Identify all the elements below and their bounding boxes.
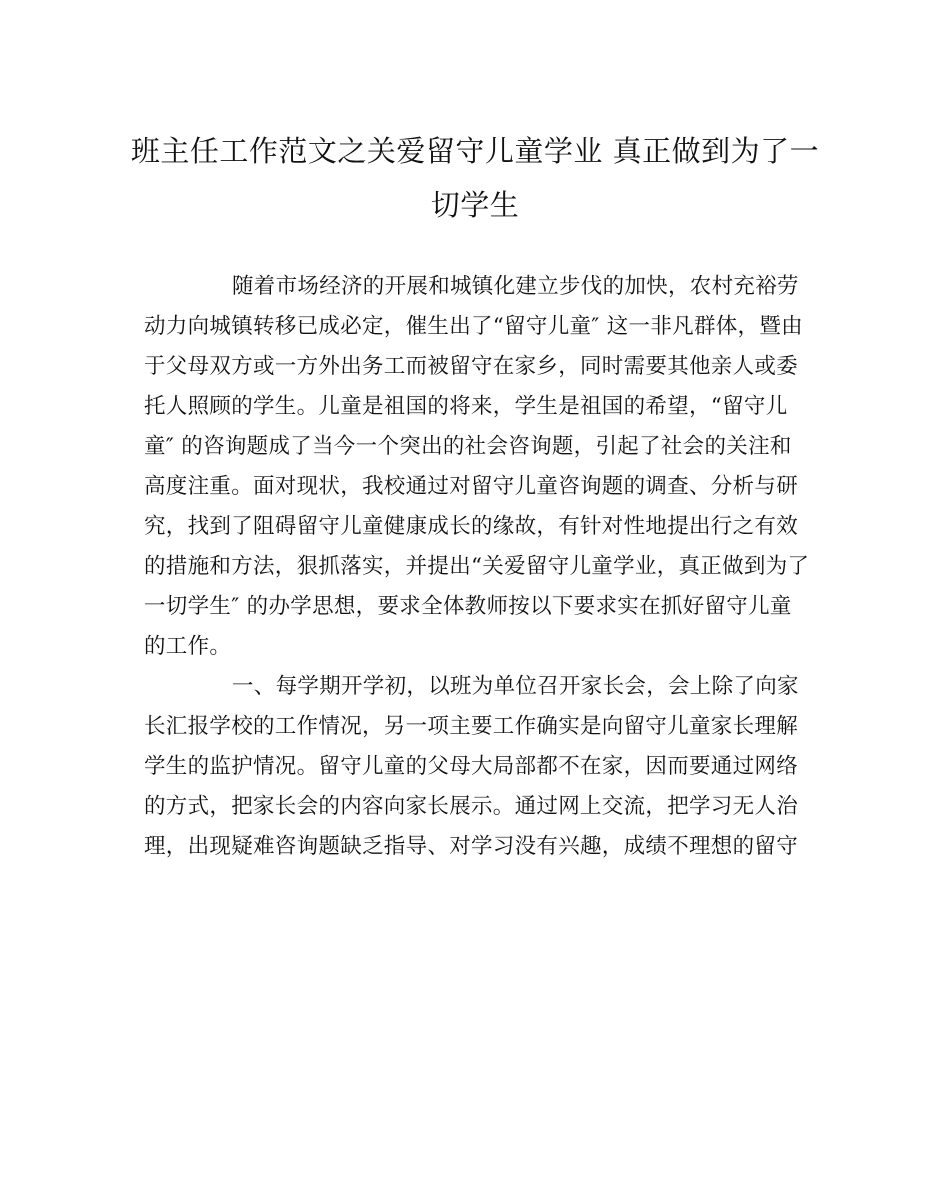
text-line: 究，找到了阻碍留守儿童健康成长的缘故，有针对性地提出行之有效 — [144, 514, 799, 539]
text-line: 动力向城镇转移已成必定，催生出了“留守儿童″ 这一非凡群体，暨由 — [144, 314, 803, 339]
text-line: 的方式，把家长会的内容向家长展示。通过网上交流，把学习无人治 — [144, 794, 799, 819]
text-line: 一切学生″ 的办学思想，要求全体教师按以下要求实在抓好留守儿童 — [144, 594, 792, 619]
text-line: 随着市场经济的开展和城镇化建立步伐的加快，农村充裕劳 — [232, 274, 799, 299]
text-line: 理，出现疑难咨询题缺乏指导、对学习没有兴趣，成绩不理想的留守 — [144, 834, 799, 859]
text-line: 童″ 的咨询题成了当今一个突出的社会咨询题，引起了社会的关注和 — [144, 434, 792, 459]
text-line: 高度注重。面对现状，我校通过对留守儿童咨询题的调查、分析与研 — [144, 474, 799, 499]
text-line: 托人照顾的学生。儿童是祖国的将来，学生是祖国的希望，“留守儿 — [144, 394, 788, 419]
text-line: 长汇报学校的工作情况，另一项主要工作确实是向留守儿童家长理解 — [144, 714, 799, 739]
text-line: 于父母双方或一方外出务工而被留守在家乡，同时需要其他亲人或委 — [144, 354, 799, 379]
text-line: 的工作。 — [144, 634, 232, 659]
text-line: 的措施和方法，狠抓落实，并提出“关爱留守儿童学业，真正做到为了 — [144, 554, 810, 579]
document-body — [144, 267, 814, 867]
paragraph-2 — [144, 667, 814, 867]
text-line: 一、每学期开学初，以班为单位召开家长会，会上除了向家 — [232, 674, 799, 699]
document-title — [130, 124, 820, 232]
title-line: 切学生 — [430, 188, 520, 222]
paragraph-1 — [144, 267, 814, 667]
text-line: 学生的监护情况。留守儿童的父母大局部都不在家，因而要通过网络 — [144, 754, 799, 779]
title-line: 班主任工作范文之关爱留守儿童学业 真正做到为了一 — [130, 134, 820, 168]
